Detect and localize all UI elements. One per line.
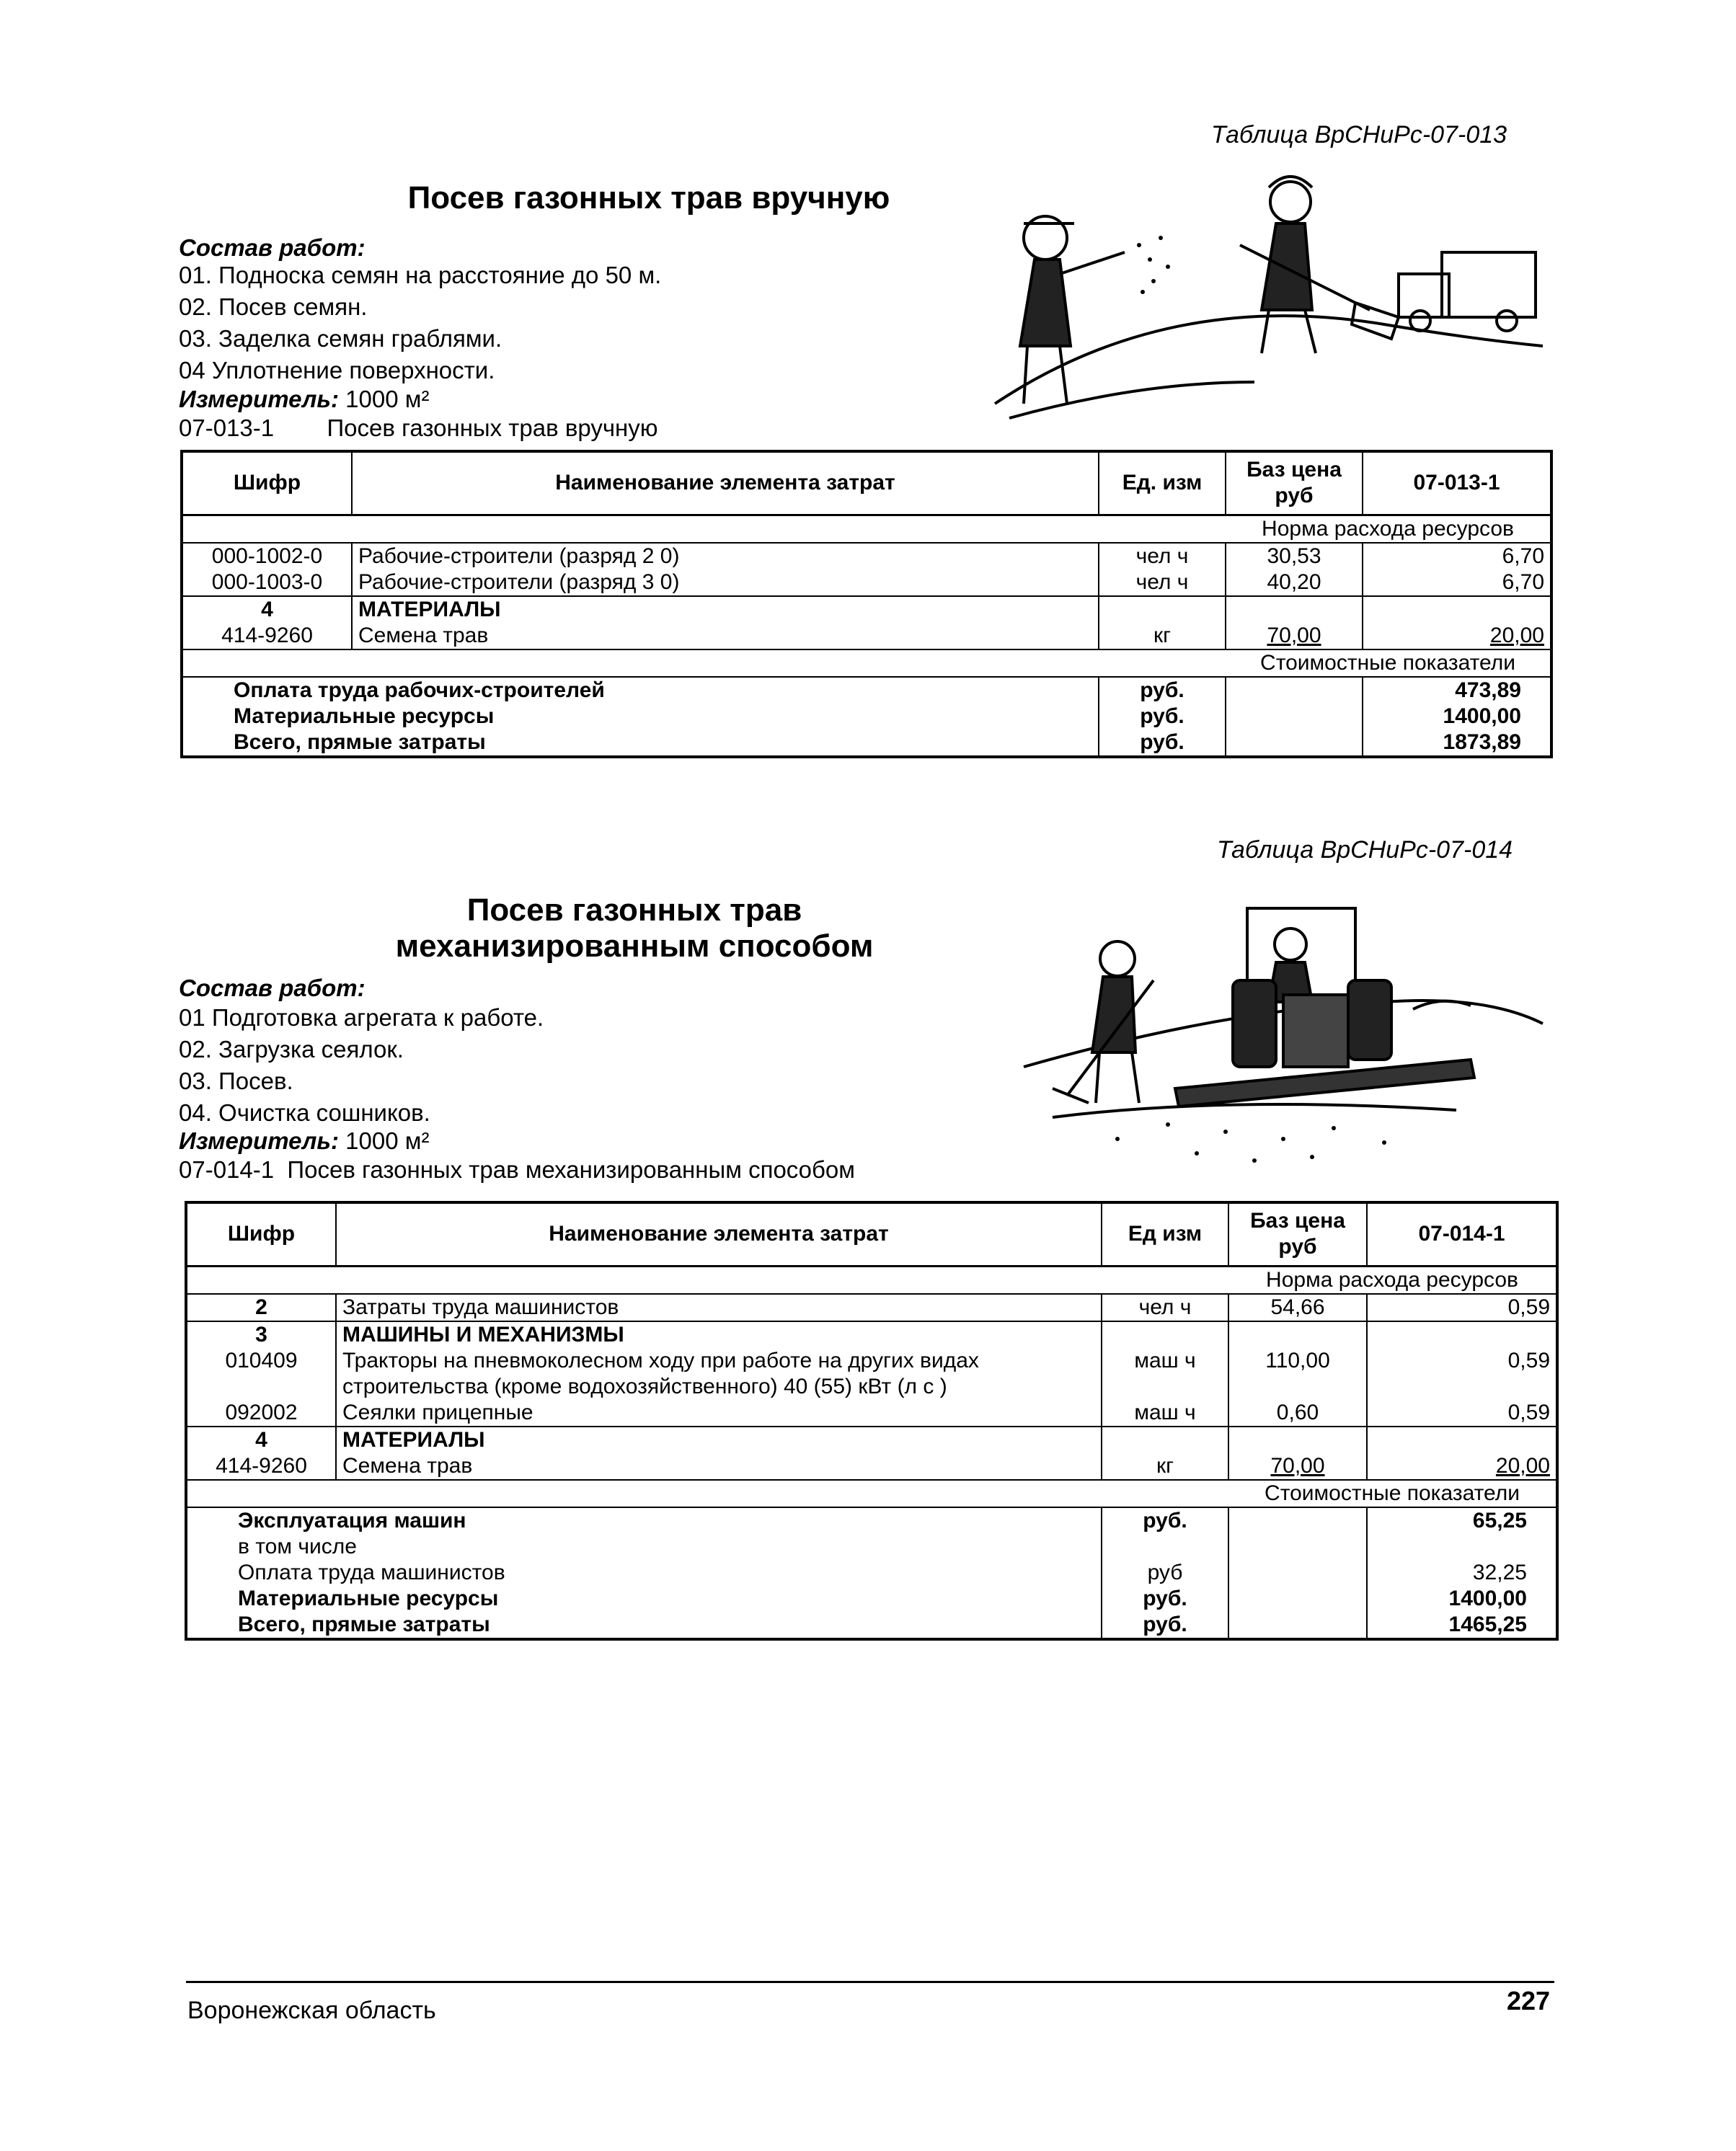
cell-price: 70,00 [1226, 623, 1363, 649]
section1-code-line: 07-013-1 Посев газонных трав вручную [179, 414, 658, 441]
cell-price: 110,00 [1228, 1348, 1367, 1400]
work-item: 01. Подноска семян на расстояние до 50 м. [179, 262, 662, 288]
header-name: Наименование элемента затрат [336, 1202, 1102, 1266]
cell-code: 000-1002-0 [182, 543, 352, 569]
cost-row [182, 704, 1551, 729]
footer-divider [186, 1981, 1554, 1983]
cell-code: 000-1003-0 [182, 569, 352, 596]
izmeritel-label: Измеритель: [179, 1127, 339, 1154]
cell-name: Тракторы на пневмоколесном ходу при работе на других видах строительства (кроме водохозяйственного) 40 (55) кВт (л с ) [336, 1348, 1102, 1400]
header-shifr: Шифр [182, 451, 352, 515]
cost-unit: руб. [1102, 1507, 1228, 1534]
cell-name: Рабочие-строители (разряд 2 0) [352, 543, 1099, 569]
header-unit: Ед изм [1102, 1202, 1228, 1266]
cost-table-2 [185, 1201, 1559, 1641]
section1-title [288, 180, 1009, 216]
cell-price: 30,53 [1226, 543, 1363, 569]
cell-unit: кг [1102, 1453, 1228, 1480]
izmeritel-label: Измеритель: [179, 386, 339, 412]
section2-works [179, 1002, 544, 1129]
cost-value: 32,25 [1367, 1560, 1557, 1586]
section1-title-line: Посев газонных трав вручную [407, 180, 890, 216]
section2-izmeritel [179, 1127, 429, 1155]
section2-sostav-label: Состав работ: [179, 975, 366, 1001]
cell-value: 6,70 [1363, 543, 1551, 569]
cell-price: 40,20 [1226, 569, 1363, 596]
cell-name: Семена трав [336, 1453, 1102, 1480]
cost-row [186, 1560, 1557, 1586]
table-label-1: Таблица ВрСНиРс-07-013 [1211, 121, 1507, 148]
cost-value: 1400,00 [1367, 1586, 1557, 1612]
cost-unit: руб. [1102, 1586, 1228, 1612]
section2-title-line: механизированным способом [395, 928, 874, 964]
section1-izmeritel [179, 386, 429, 413]
table-row [182, 623, 1551, 649]
work-item: 03. Посев. [179, 1068, 293, 1094]
cost-name: Материальные ресурсы [182, 704, 1099, 729]
header-price: Баз цена руб [1228, 1202, 1367, 1266]
cost-unit [1102, 1534, 1228, 1560]
cell-code: 010409 [186, 1348, 336, 1400]
cell-value: 0,59 [1367, 1294, 1557, 1321]
tractor-sowing-illustration [1009, 879, 1557, 1182]
cell-value: 0,59 [1367, 1400, 1557, 1427]
table-row [186, 1427, 1557, 1453]
table-row [186, 1321, 1557, 1348]
work-item: 03. Заделка семян граблями. [179, 325, 502, 352]
cell-name: МАШИНЫ И МЕХАНИЗМЫ [336, 1321, 1102, 1348]
header-shifr: Шифр [186, 1202, 336, 1266]
header-price: Баз цена руб [1226, 451, 1363, 515]
cell-unit: чел ч [1099, 543, 1226, 569]
cost-unit: руб. [1099, 729, 1226, 757]
cost-value: 473,89 [1363, 677, 1551, 704]
izmeritel-value: 1000 м² [345, 386, 430, 412]
cell-code: 3 [186, 1321, 336, 1348]
table-row [186, 1294, 1557, 1321]
cost-row [182, 677, 1551, 704]
cost-name: Материальные ресурсы [186, 1586, 1102, 1612]
cost-name: Оплата труда машинистов [186, 1560, 1102, 1586]
table-row [182, 596, 1551, 623]
cost-table-1 [180, 450, 1553, 758]
cell-code: 4 [186, 1427, 336, 1453]
table-row [186, 1400, 1557, 1427]
cost-value: 1465,25 [1367, 1612, 1557, 1639]
cell-code: 414-9260 [182, 623, 352, 649]
cost-value [1367, 1534, 1557, 1560]
cell-name: МАТЕРИАЛЫ [336, 1427, 1102, 1453]
cost-unit: руб. [1099, 677, 1226, 704]
work-item: 04 Уплотнение поверхности. [179, 357, 495, 383]
cell-code: 4 [182, 596, 352, 623]
cell-value: 20,00 [1367, 1453, 1557, 1480]
section1-sostav-label: Состав работ: [179, 234, 366, 261]
cost-name: в том числе [186, 1534, 1102, 1560]
cell-unit: кг [1099, 623, 1226, 649]
header-unit: Ед. изм [1099, 451, 1226, 515]
band-cost: Стоимостные показатели [1226, 649, 1551, 677]
cell-unit: чел ч [1099, 569, 1226, 596]
section2-code-line: 07-014-1 Посев газонных трав механизированным способом [179, 1156, 855, 1183]
table-row [182, 569, 1551, 596]
cost-row [186, 1612, 1557, 1639]
cost-name: Оплата труда рабочих-строителей [182, 677, 1099, 704]
cell-name: Затраты труда машинистов [336, 1294, 1102, 1321]
section2-title-line: Посев газонных трав [466, 892, 802, 928]
cell-value: 0,59 [1367, 1348, 1557, 1400]
cell-name: МАТЕРИАЛЫ [352, 596, 1099, 623]
cell-name: Семена трав [352, 623, 1099, 649]
cost-row [186, 1507, 1557, 1534]
band-norm: Норма расхода ресурсов [1228, 1266, 1557, 1294]
section1-works [179, 260, 661, 386]
table-row [182, 543, 1551, 569]
footer-region: Воронежская область [187, 1997, 436, 2024]
work-item: 02. Посев семян. [179, 293, 368, 320]
header-code: 07-014-1 [1367, 1202, 1557, 1266]
work-item: 01 Подготовка агрегата к работе. [179, 1004, 544, 1031]
band-norm: Норма расхода ресурсов [1226, 515, 1551, 543]
header-name: Наименование элемента затрат [352, 451, 1099, 515]
cell-code: 2 [186, 1294, 336, 1321]
cell-name: Сеялки прицепные [336, 1400, 1102, 1427]
cell-price: 0,60 [1228, 1400, 1367, 1427]
cost-row [186, 1534, 1557, 1560]
hand-sowing-illustration [952, 166, 1557, 433]
cell-name: Рабочие-строители (разряд 3 0) [352, 569, 1099, 596]
table-row [186, 1453, 1557, 1480]
cost-unit: руб. [1102, 1612, 1228, 1639]
izmeritel-value: 1000 м² [345, 1127, 430, 1154]
cost-value: 65,25 [1367, 1507, 1557, 1534]
cost-value: 1873,89 [1363, 729, 1551, 757]
cost-name: Всего, прямые затраты [182, 729, 1099, 757]
cell-code: 414-9260 [186, 1453, 336, 1480]
table-label-2: Таблица ВрСНиРс-07-014 [1217, 836, 1513, 864]
cost-name: Эксплуатация машин [186, 1507, 1102, 1534]
cost-value: 1400,00 [1363, 704, 1551, 729]
band-cost: Стоимостные показатели [1228, 1480, 1557, 1507]
cost-unit: руб [1102, 1560, 1228, 1586]
cell-price: 54,66 [1228, 1294, 1367, 1321]
table-row [186, 1348, 1557, 1400]
page-number: 227 [1507, 1986, 1551, 2015]
work-item: 04. Очистка сошников. [179, 1099, 430, 1126]
section2-title [346, 892, 923, 964]
cell-unit: чел ч [1102, 1294, 1228, 1321]
cell-price: 70,00 [1228, 1453, 1367, 1480]
cell-value: 6,70 [1363, 569, 1551, 596]
cost-name: Всего, прямые затраты [186, 1612, 1102, 1639]
work-item: 02. Загрузка сеялок. [179, 1036, 404, 1063]
cell-unit: маш ч [1102, 1400, 1228, 1427]
cost-unit: руб. [1099, 704, 1226, 729]
header-code: 07-013-1 [1363, 451, 1551, 515]
cell-value: 20,00 [1363, 623, 1551, 649]
cost-row [186, 1586, 1557, 1612]
cost-row [182, 729, 1551, 757]
cell-code: 092002 [186, 1400, 336, 1427]
cell-unit: маш ч [1102, 1348, 1228, 1400]
